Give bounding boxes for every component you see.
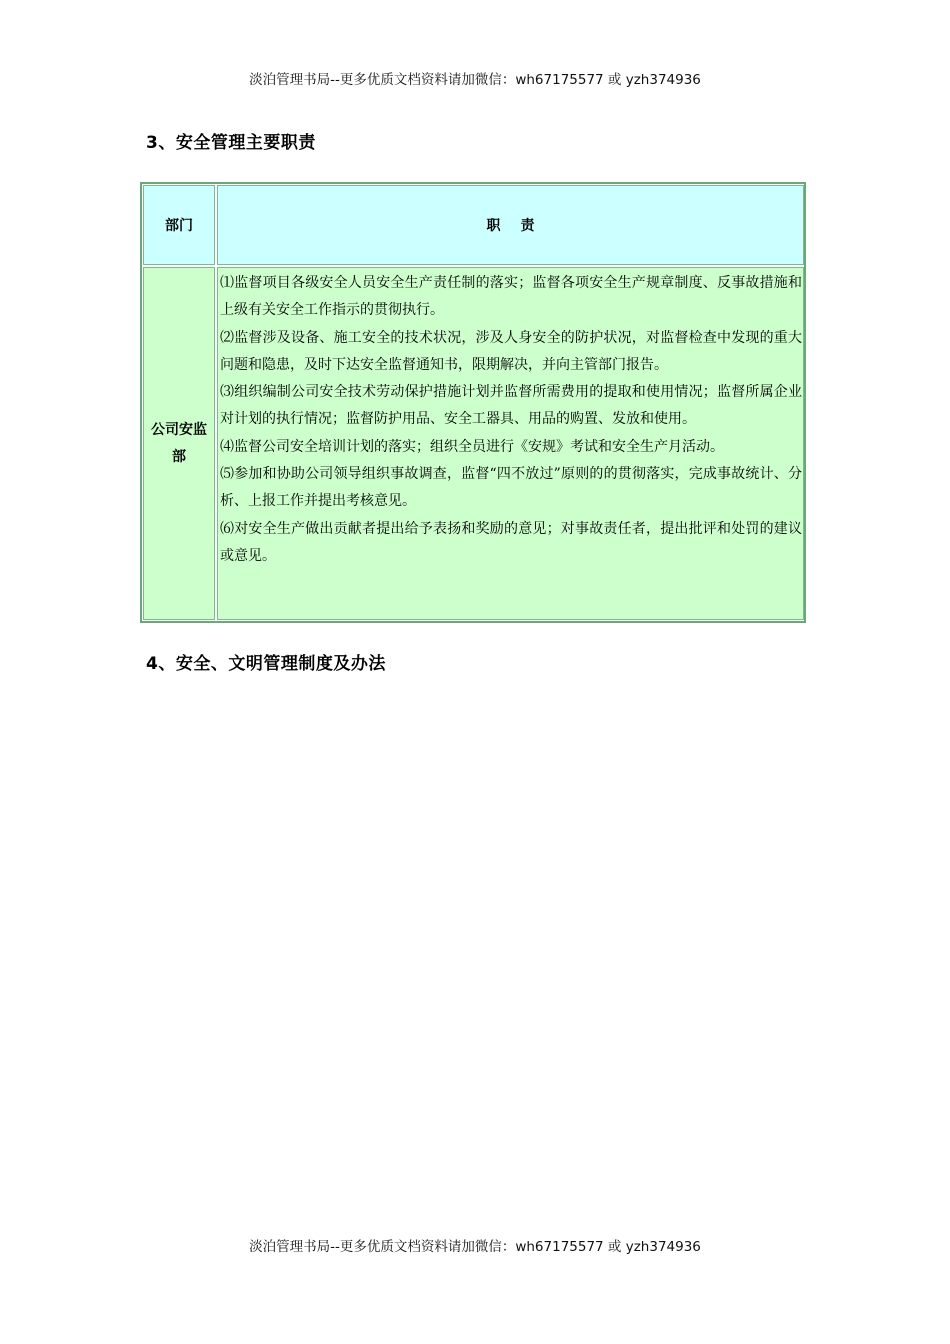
table-header-duty-label: 职责 bbox=[486, 218, 555, 234]
duty-item: ⑹对安全生产做出贡献者提出给予表扬和奖励的意见；对事故责任者，提出批评和处罚的建议或意见。 bbox=[220, 520, 802, 564]
duty-item: ⑴监督项目各级安全人员安全生产责任制的落实；监督各项安全生产规章制度、反事故措施和上级有关安全工作指示的贯彻执行。 bbox=[220, 275, 802, 319]
table-header-department-label: 部门 bbox=[165, 218, 193, 234]
department-name: 公司安监部 bbox=[151, 421, 207, 465]
page-header: 淡泊管理书局--更多优质文档资料请加微信：wh67175577 或 yzh374936 bbox=[249, 72, 701, 88]
table-header-department bbox=[143, 185, 215, 265]
duty-item: ⑸参加和协助公司领导组织事故调查，监督“四不放过”原则的的贯彻落实，完成事故统计、分析、上报工作并提出考核意见。 bbox=[220, 466, 802, 510]
duty-item: ⑶组织编制公司安全技术劳动保护措施计划并监督所需费用的提取和使用情况；监督所属企业对计划的执行情况；监督防护用品、安全工器具、用品的购置、发放和使用。 bbox=[220, 384, 802, 428]
page-footer: 淡泊管理书局--更多优质文档资料请加微信：wh67175577 或 yzh374936 bbox=[249, 1239, 701, 1255]
table-cell-department bbox=[143, 267, 215, 620]
section-title-management-rules: 4、安全、文明管理制度及办法 bbox=[146, 654, 386, 674]
table-cell-duties bbox=[217, 267, 804, 620]
table-header-duty bbox=[217, 185, 804, 265]
duty-list bbox=[220, 270, 802, 570]
duties-table bbox=[140, 182, 806, 623]
duty-item: ⑵监督涉及设备、施工安全的技术状况，涉及人身安全的防护状况，对监督检查中发现的重大问题和隐患，及时下达安全监督通知书，限期解决，并向主管部门报告。 bbox=[220, 329, 802, 373]
duty-item: ⑷监督公司安全培训计划的落实；组织全员进行《安规》考试和安全生产月活动。 bbox=[220, 438, 724, 455]
section-title-duties: 3、安全管理主要职责 bbox=[146, 133, 316, 153]
